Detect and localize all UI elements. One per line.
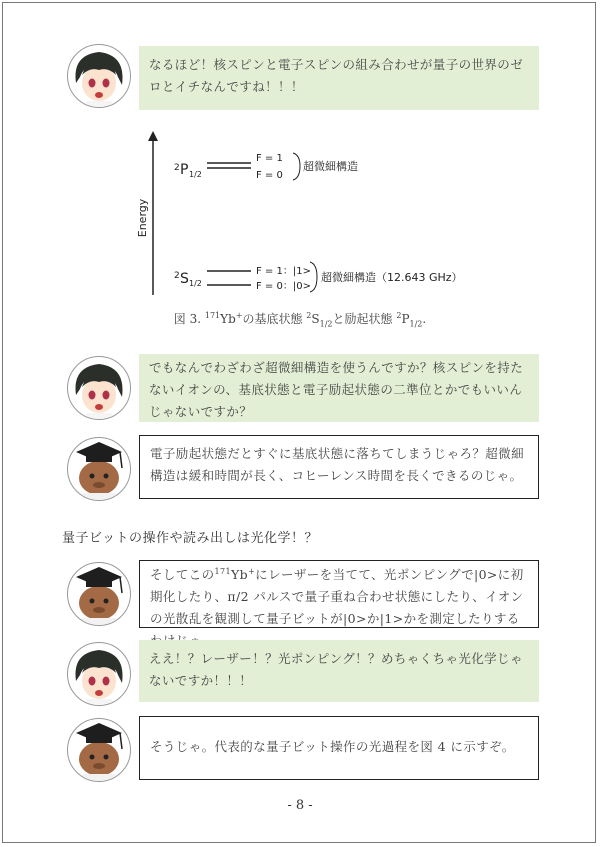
caption-text3: .: [422, 312, 427, 326]
lower-bracket: [310, 262, 317, 292]
dialogue-element: Yb: [231, 567, 249, 582]
upper-state-sub: 1/2: [189, 170, 202, 179]
upper-state-letter: P: [180, 162, 189, 178]
caption-state1-sup: 2: [306, 311, 312, 320]
page-number: - 8 -: [287, 798, 313, 813]
dialogue-text: 電子励起状態だとすぐに基底状態に落ちてしまうじゃろ？超微細構造は緩和時間が長く、コヒーレンス時間を長くできるのじゃ。: [150, 446, 524, 483]
professor-avatar: [67, 437, 131, 501]
student-face-icon: [68, 357, 130, 419]
lower-state-letter: S: [180, 271, 189, 287]
dialogue-professor-3: [139, 716, 539, 780]
dialogue-charge: +: [248, 566, 256, 576]
lower-state-sub: 1/2: [189, 279, 202, 288]
caption-state1-letter: S: [311, 312, 320, 326]
student-avatar: [67, 642, 131, 706]
lower-annotation: 超微細構造（12.643 GHz）: [321, 271, 463, 284]
student-avatar: [67, 356, 131, 420]
professor-face-icon: [68, 719, 130, 781]
student-face-icon: [68, 643, 130, 705]
professor-avatar: [67, 718, 131, 782]
upper-annotation: 超微細構造: [303, 160, 358, 173]
figure-caption: [0, 310, 600, 327]
caption-text1: の基底状態: [242, 312, 303, 326]
dialogue-professor-2: [139, 560, 539, 628]
dialogue-text-pre: そしてこの: [150, 567, 215, 582]
caption-state2-sup: 2: [396, 311, 402, 320]
arrow-up-icon: [148, 131, 158, 141]
dialogue-text: なるほど！核スピンと電子スピンの組み合わせが量子の世界のゼロとイチなんですね！！！: [149, 57, 524, 94]
caption-text2: と励起状態: [332, 312, 393, 326]
lower-level-f0-label: F = 0：|0>: [256, 281, 311, 292]
dialogue-professor-1: [139, 435, 539, 499]
dialogue-text-post: にレーザーを当てて、光ポンピングで|0>に初期化したり、π/2 パルスで量子重ね合わせ状態にしたり、イオンの光散乱を観測して量子ビットが|0>か|1>かを測定したりする: [150, 567, 524, 626]
caption-charge: +: [235, 311, 243, 320]
dialogue-text: でもなんでわざわざ超微細構造を使うんですか？核スピンを持たないイオンの、基底状態と電子励起状態の二準位とかでもいいんじゃないですか？: [149, 360, 524, 419]
lower-state-sup: 2: [174, 271, 180, 281]
dialogue-student-2: [139, 354, 539, 422]
professor-avatar: [67, 562, 131, 626]
professor-face-icon: [68, 438, 130, 500]
dialogue-student-1: [139, 46, 539, 110]
student-face-icon: [68, 45, 130, 107]
professor-face-icon: [68, 563, 130, 625]
caption-state2-letter: P: [401, 312, 410, 326]
upper-level-f0-label: F = 0: [256, 170, 283, 181]
energy-level-diagram: [130, 128, 490, 303]
caption-element: Yb: [220, 312, 236, 326]
dialogue-isotope: 171: [214, 566, 231, 576]
upper-bracket: [293, 153, 300, 180]
caption-isotope: 171: [204, 311, 221, 320]
energy-axis-label: Energy: [136, 198, 149, 238]
student-avatar: [67, 44, 131, 108]
dialogue-text: ええ！？レーザー！？光ポンピング！？めちゃくちゃ光化学じゃないですか！！！: [149, 651, 523, 688]
dialogue-student-3: [139, 640, 539, 702]
caption-state1-sub: 1/2: [319, 319, 333, 329]
section-heading: 量子ビットの操作や読み出しは光化学！？: [62, 531, 318, 546]
lower-level-f1-label: F = 1：|1>: [256, 266, 311, 277]
upper-state-sup: 2: [174, 163, 180, 173]
dialogue-text: そうじゃ。代表的な量子ビット操作の光過程を図 4 に示すぞ。: [150, 739, 515, 754]
upper-level-f1-label: F = 1: [256, 153, 283, 164]
caption-label: 図 3.: [173, 312, 202, 326]
caption-state2-sub: 1/2: [409, 319, 423, 329]
